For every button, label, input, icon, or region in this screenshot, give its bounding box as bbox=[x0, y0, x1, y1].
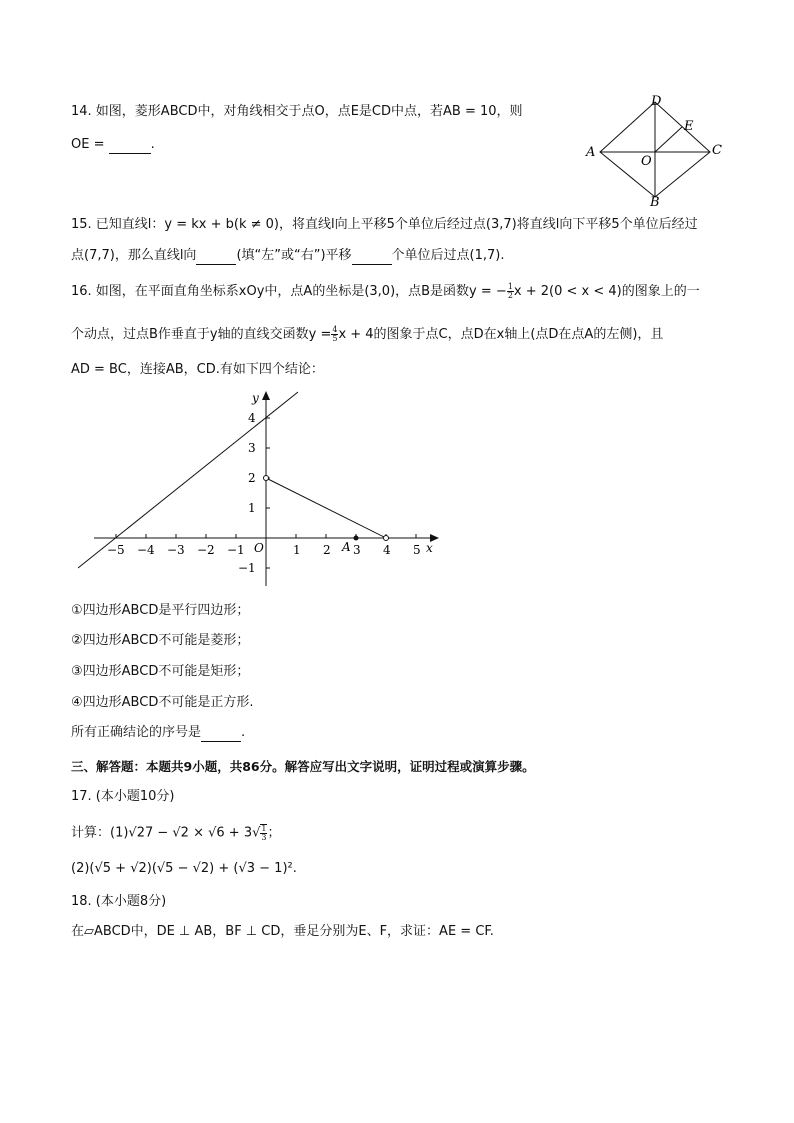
x-tick-label: 3 bbox=[353, 543, 361, 557]
q16-line1 bbox=[71, 283, 700, 300]
segment-y-neg-half-x-plus-2 bbox=[266, 478, 386, 538]
x-tick-label: 5 bbox=[413, 543, 421, 557]
x-tick-label: 1 bbox=[293, 543, 301, 557]
q16-answer-line bbox=[71, 725, 245, 742]
y-tick-label: 1 bbox=[248, 501, 256, 515]
q15-blank-2 bbox=[352, 248, 392, 265]
open-point-0-2 bbox=[264, 476, 269, 481]
x-tick-label: −1 bbox=[227, 543, 245, 557]
x-tick-label: −3 bbox=[167, 543, 185, 557]
frac2-denominator: 5 bbox=[332, 334, 338, 343]
q16-line3: AD = BC，连接AB，CD.有如下四个结论： bbox=[71, 362, 324, 377]
q17-part1-text: 计算：(1)√27 − √2 × √6 + 3 bbox=[71, 825, 253, 841]
radical-sign: √ bbox=[252, 825, 261, 841]
q17-part1-end: ； bbox=[267, 825, 281, 841]
q17-title: 17. (本小题10分) bbox=[71, 789, 175, 804]
q14-line1: 14. 如图，菱形ABCD中，对角线相交于点O，点E是CD中点，若AB = 10，则 bbox=[71, 104, 523, 119]
q16-answer-prefix: 所有正确结论的序号是 bbox=[71, 725, 202, 740]
x-tick-label: −5 bbox=[107, 543, 125, 557]
frac1-numerator: 1 bbox=[507, 282, 513, 291]
q15-text-c: 个单位后过点(1,7). bbox=[391, 248, 505, 263]
q18-body: 在▱ABCD中，DE ⊥ AB，BF ⊥ CD，垂足分别为E、F，求证：AE = CF. bbox=[71, 924, 494, 939]
q18-title: 18. (本小题8分) bbox=[71, 894, 167, 909]
segment-oe bbox=[655, 127, 682, 152]
q17-part1 bbox=[71, 824, 281, 842]
q16-text-2a: 个动点，过点B作垂直于y轴的直线交函数y = bbox=[71, 327, 332, 342]
x-tick-label: 4 bbox=[383, 543, 391, 557]
x-tick-label: −4 bbox=[137, 543, 155, 557]
conclusion-1: ①四边形ABCD是平行四边形； bbox=[71, 603, 250, 618]
q16-answer-period: . bbox=[241, 725, 246, 740]
label-b: B bbox=[650, 195, 660, 207]
label-o: O bbox=[641, 154, 652, 169]
label-e: E bbox=[684, 119, 694, 134]
point-a bbox=[354, 536, 359, 541]
label-c: C bbox=[712, 143, 722, 158]
section-3-heading: 三、解答题：本题共9小题，共86分。解答应写出文字说明，证明过程或演算步骤。 bbox=[71, 759, 535, 774]
q16-text-1b: x + 2(0 < x < 4)的图象上的一 bbox=[513, 284, 700, 299]
frac1-denominator: 2 bbox=[507, 291, 513, 300]
q17-frac-denominator: 3 bbox=[261, 833, 267, 842]
conclusion-4: ④四边形ABCD不可能是正方形. bbox=[71, 695, 254, 710]
q15-blank-1 bbox=[196, 248, 236, 265]
q14-line2 bbox=[71, 137, 155, 154]
label-a: A bbox=[586, 145, 596, 160]
q16-answer-blank bbox=[201, 725, 241, 742]
rhombus-figure bbox=[582, 92, 727, 207]
q17-frac-numerator: 1 bbox=[261, 824, 267, 833]
y-tick-label: 2 bbox=[248, 471, 256, 485]
y-tick-label: 3 bbox=[248, 441, 256, 455]
q14-oe-label: OE = bbox=[71, 137, 109, 152]
y-tick-label: 4 bbox=[248, 411, 256, 425]
q16-fraction-1 bbox=[507, 283, 514, 300]
q15-line1: 15. 已知直线l：y = kx + b(k ≠ 0)，将直线l向上平移5个单位后经过点(3,7)将直线l向下平移5个单位后经过 bbox=[71, 217, 698, 232]
coordinate-graph bbox=[72, 388, 444, 593]
origin-label: O bbox=[254, 541, 264, 555]
x-tick-label: 2 bbox=[323, 543, 331, 557]
q15-line2 bbox=[71, 248, 504, 265]
y-axis-label: y bbox=[252, 391, 259, 405]
open-point-4-0 bbox=[384, 536, 389, 541]
q15-text-b: (填“左”或“右”)平移 bbox=[236, 248, 352, 263]
y-tick-label: −1 bbox=[238, 561, 256, 575]
conclusion-3: ③四边形ABCD不可能是矩形； bbox=[71, 664, 250, 679]
frac2-numerator: 4 bbox=[332, 325, 338, 334]
q17-part2: (2)(√5 + √2)(√5 − √2) + (√3 − 1)². bbox=[71, 861, 297, 876]
q14-period: . bbox=[150, 137, 155, 152]
q15-text-a: 点(7,7)，那么直线l向 bbox=[71, 248, 197, 263]
point-a-label: A bbox=[342, 540, 351, 554]
q16-line2 bbox=[71, 326, 663, 343]
label-d: D bbox=[651, 94, 662, 109]
x-axis-label: x bbox=[426, 541, 433, 555]
q14-answer-blank bbox=[109, 137, 151, 154]
x-tick-label: −2 bbox=[197, 543, 215, 557]
q16-text-2b: x + 4的图象于点C，点D在x轴上(点D在点A的左侧)，且 bbox=[338, 327, 664, 342]
conclusion-2: ②四边形ABCD不可能是菱形； bbox=[71, 633, 250, 648]
q16-text-1a: 16. 如图，在平面直角坐标系xOy中，点A的坐标是(3,0)，点B是函数y = − bbox=[71, 284, 507, 299]
